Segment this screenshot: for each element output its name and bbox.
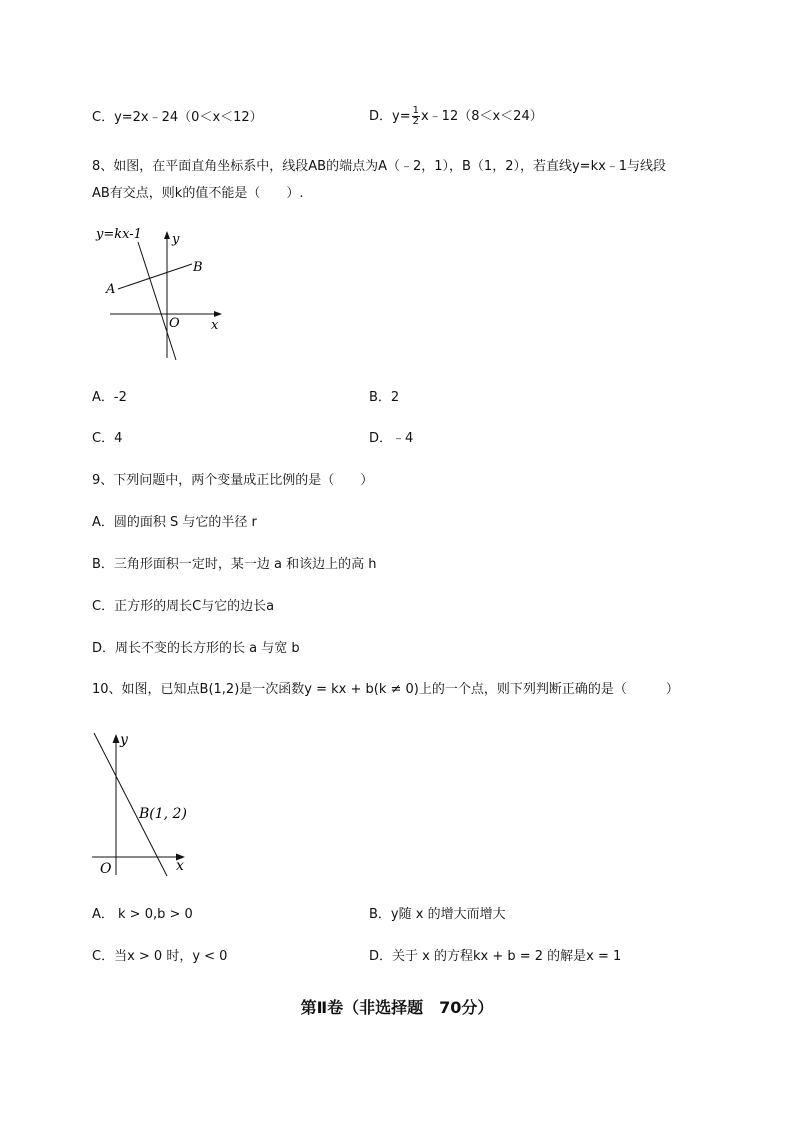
q8-option-c: C．4	[92, 431, 123, 446]
q10-option-a: A． k > 0,b > 0	[92, 907, 193, 922]
q9-option-b: B．三角形面积一定时，某一边 a 和该边上的高 h	[92, 557, 377, 572]
q8-stem-line1: 8、如图，在平面直角坐标系中，线段AB的端点为A（﹣2，1），B（1，2），若直线y=kx﹣1与线段	[92, 159, 667, 174]
q10-line-kx-plus-b	[94, 733, 167, 876]
q8-option-b: B．2	[369, 390, 400, 405]
q8-y-label: y	[172, 232, 180, 247]
q10-option-b: B．y随 x 的增大而增大	[369, 907, 506, 922]
q8-point-b-label: B	[193, 260, 203, 275]
fraction-numerator: 1	[412, 105, 419, 116]
fraction-denominator: 2	[412, 116, 419, 127]
q10-y-axis-arrow-icon	[113, 734, 120, 743]
q9-option-a: A．圆的面积 S 与它的半径 r	[92, 515, 257, 530]
q9-option-d: D．周长不变的长方形的长 a 与宽 b	[92, 641, 300, 656]
q10-stem: 10、如图，已知点B(1,2)是一次函数y = kx + b(k ≠ 0)上的一个点，则下列判断正确的是（ ）	[92, 682, 679, 697]
q8-origin-label: O	[169, 316, 180, 331]
q10-y-label: y	[120, 732, 128, 748]
q10-option-c: C．当x > 0 时，y < 0	[92, 949, 228, 964]
q8-option-a: A．-2	[92, 390, 127, 405]
q7-option-d-suffix: x﹣12（8＜x＜24）	[420, 109, 543, 124]
q10-option-d: D．关于 x 的方程kx + b = 2 的解是x = 1	[369, 949, 622, 964]
q8-x-label: x	[211, 318, 219, 333]
q7-option-d-prefix: D．y=	[369, 109, 411, 124]
q8-point-a-label: A	[106, 282, 116, 297]
section-title: 第Ⅱ卷（非选择题 70分）	[300, 998, 494, 1017]
q10-origin-label: O	[100, 861, 112, 877]
q8-stem-line2: AB有交点，则k的值不能是（ ）.	[92, 186, 304, 201]
q8-option-d: D．﹣4	[369, 431, 414, 446]
q9-option-c: C．正方形的周长C与它的边长a	[92, 599, 275, 614]
q10-point-b-label: B(1, 2)	[139, 806, 187, 822]
q8-line-label: y=kx-1	[96, 227, 142, 242]
q7-option-c: C．y=2x﹣24（0＜x＜12）	[92, 110, 263, 125]
q9-stem: 9、下列问题中，两个变量成正比例的是（ ）	[92, 473, 374, 488]
q10-x-label: x	[176, 858, 184, 874]
